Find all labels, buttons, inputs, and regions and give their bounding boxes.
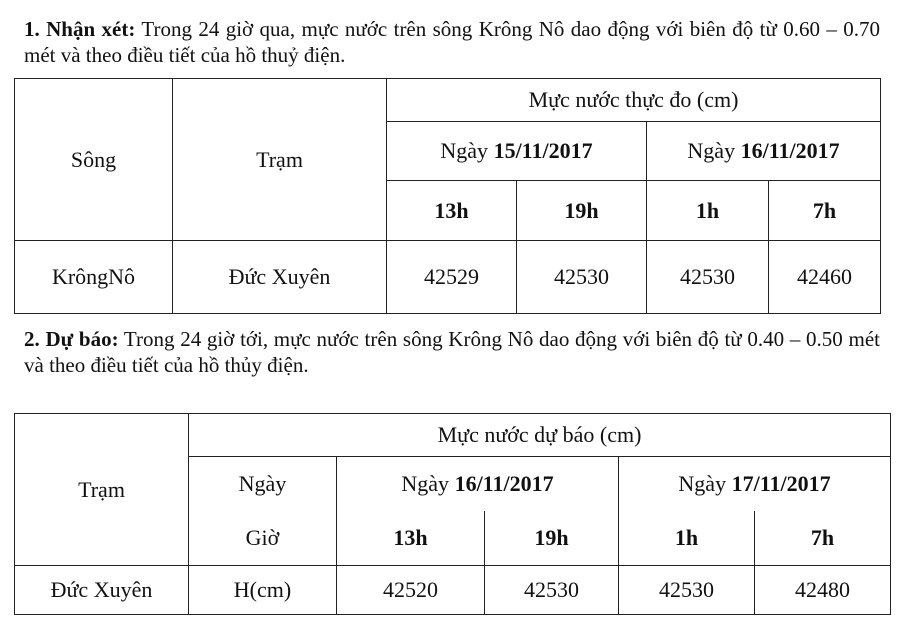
cell-unit: H(cm) (189, 566, 337, 615)
header-station: Trạm (173, 79, 387, 241)
forecast-heading: 2. Dự báo: (24, 327, 119, 351)
section-forecast (24, 326, 880, 378)
header-hour: 19h (517, 181, 647, 241)
header-river: Sông (15, 79, 173, 241)
day-date: 17/11/2017 (731, 471, 831, 496)
cell-value: 42480 (755, 566, 891, 615)
header-hour: 19h (485, 511, 619, 566)
day-date: 16/11/2017 (740, 138, 840, 163)
cell-value: 42530 (485, 566, 619, 615)
table-row (15, 241, 881, 314)
header-day-2 (619, 457, 891, 512)
header-day-1 (387, 122, 647, 181)
header-day-2 (647, 122, 881, 181)
forecast-text: Trong 24 giờ tới, mực nước trên sông Krông Nô dao động với biên độ từ 0.40 – 0.50 mét và theo điều tiết của hồ thủy điện. (24, 327, 880, 377)
day-prefix: Ngày (401, 471, 455, 496)
day-prefix: Ngày (678, 471, 732, 496)
section-observation (24, 16, 880, 68)
header-hour: 13h (387, 181, 517, 241)
cell-value: 42530 (619, 566, 755, 615)
observed-water-level-table (14, 78, 881, 314)
cell-value: 42529 (387, 241, 517, 314)
label-day: Ngày (189, 457, 337, 512)
header-observed-level: Mực nước thực đo (cm) (387, 79, 881, 122)
header-hour: 13h (337, 511, 485, 566)
header-station: Trạm (15, 414, 189, 566)
cell-station: Đức Xuyên (15, 566, 189, 615)
header-hour: 7h (755, 511, 891, 566)
observation-text: Trong 24 giờ qua, mực nước trên sông Krông Nô dao động với biên độ từ 0.60 – 0.70 mét và theo điều tiết của hồ thuỷ điện. (24, 17, 880, 67)
cell-value: 42460 (769, 241, 881, 314)
day-date: 16/11/2017 (454, 471, 554, 496)
day-prefix: Ngày (440, 138, 494, 163)
cell-station: Đức Xuyên (173, 241, 387, 314)
header-forecast-level: Mực nước dự báo (cm) (189, 414, 891, 457)
header-day-1 (337, 457, 619, 512)
cell-value: 42520 (337, 566, 485, 615)
header-hour: 1h (619, 511, 755, 566)
cell-value: 42530 (647, 241, 769, 314)
cell-value: 42530 (517, 241, 647, 314)
header-hour: 1h (647, 181, 769, 241)
observation-heading: 1. Nhận xét: (24, 17, 136, 41)
header-hour: 7h (769, 181, 881, 241)
day-prefix: Ngày (687, 138, 741, 163)
day-date: 15/11/2017 (493, 138, 593, 163)
forecast-water-level-table (14, 413, 891, 615)
label-hour: Giờ (189, 511, 337, 566)
table-row (15, 566, 891, 615)
cell-river: KrôngNô (15, 241, 173, 314)
